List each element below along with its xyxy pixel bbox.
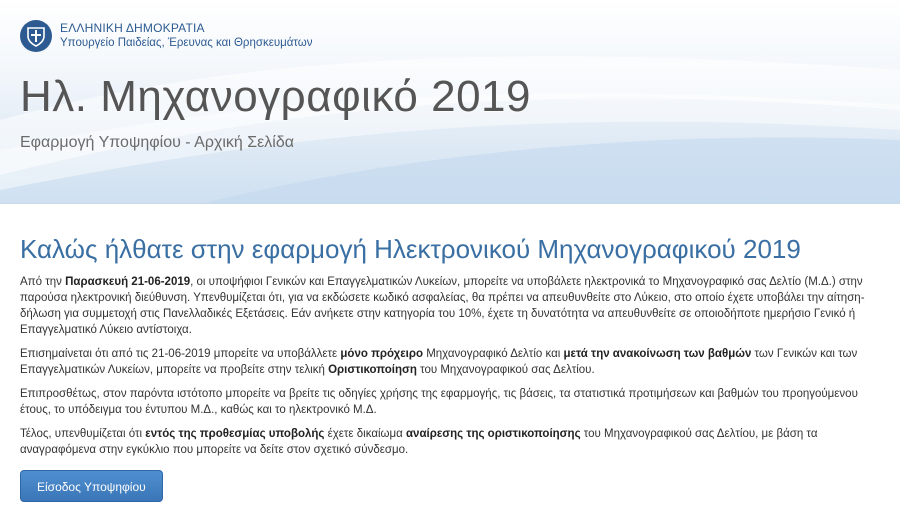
page-title: Ηλ. Μηχανογραφικό 2019 (20, 72, 531, 121)
ministry-branding[interactable] (20, 18, 313, 54)
candidate-login-button[interactable]: Είσοδος Υποψηφίου (20, 470, 163, 502)
welcome-heading: Καλώς ήλθατε στην εφαρμογή Ηλεκτρονικού Μηχανογραφικού 2019 (20, 234, 801, 264)
intro-paragraph-2 (20, 346, 882, 378)
text-span: Επισημαίνεται ότι από τις 21-06-2019 μπορείτε να υποβάλλετε (20, 348, 341, 360)
text-span: Τέλος, υπενθυμίζεται ότι (20, 428, 146, 440)
text-span: έχετε δικαίωμα (324, 428, 406, 440)
ministry-country-label: ΕΛΛΗΝΙΚΗ ΔΗΜΟΚΡΑΤΙΑ (60, 21, 205, 35)
emphasis-finalization: Οριστικοποίηση (328, 364, 417, 376)
emphasis-date: Παρασκευή 21-06-2019 (65, 276, 191, 288)
text-span: των Γενικών και των Επαγγελματικών Λυκείων, μπορείτε να προβείτε στην τελική (20, 348, 858, 376)
text-span: Μηχανογραφικό Δελτίο και (423, 348, 564, 360)
text-span: του Μηχανογραφικού σας Δελτίου, με βάση τα αναγραφόμενα στην εγκύκλιο που μπορείτε να δείτε στον σχετικό σύνδεσμο. (20, 428, 818, 456)
intro-paragraph-4 (20, 426, 882, 458)
page-subtitle: Εφαρμογή Υποψηφίου - Αρχική Σελίδα (20, 134, 294, 151)
emphasis-revoke-finalization: αναίρεσης της οριστικοποίησης (405, 428, 581, 440)
text-span: Από την (20, 276, 66, 288)
greek-coat-of-arms-icon (20, 20, 52, 52)
header-banner (0, 0, 900, 204)
emphasis-deadline: εντός της προθεσμίας υποβολής (145, 428, 325, 440)
ministry-name-label: Υπουργείο Παιδείας, Έρευνας και Θρησκευμάτων (60, 37, 313, 49)
emphasis-draft: μόνο πρόχειρο (340, 348, 424, 360)
emphasis-after-grades: μετά την ανακοίνωση των βαθμών (563, 348, 752, 360)
text-span: του Μηχανογραφικού σας Δελτίου. (416, 364, 595, 376)
main-content (20, 234, 882, 502)
intro-paragraph-1 (20, 274, 882, 338)
intro-paragraph-3: Επιπροσθέτως, στον παρόντα ιστότοπο μπορείτε να βρείτε τις οδηγίες χρήσης της εφαρμογής, τις βάσεις, τα στατιστικά προτιμήσεων και βαθμών του προηγούμενου έτους, το υπόδειγμα του έντυπου Μ.Δ., καθώς και το ηλεκτρονικό Μ.Δ. (20, 388, 858, 416)
text-span: , οι υποψήφιοι Γενικών και Επαγγελματικών Λυκείων, μπορείτε να υποβάλετε ηλεκτρονικά το Μηχανογραφικό σας Δελτίο (Μ.Δ.) στην παρούσα ηλεκτρονική διεύθυνση. Υπενθυμίζεται ότι, για να εκδώσετε κωδικό ασφαλείας, θα πρέπει να απευθυνθείτε στο Λύκειο, στο οποίο έχετε υποβάλει την αίτηση-δήλωση για συμμετοχή στις Πανελλαδικές Εξετάσεις. Εάν ανήκετε στην κατηγορία του 10%, έχετε τη δυνατότητα να απευθυνθείτε σε οποιοδήποτε ημερήσιο Γενικό ή Επαγγελματικό Λύκειο αντίστοιχα. (20, 276, 865, 336)
